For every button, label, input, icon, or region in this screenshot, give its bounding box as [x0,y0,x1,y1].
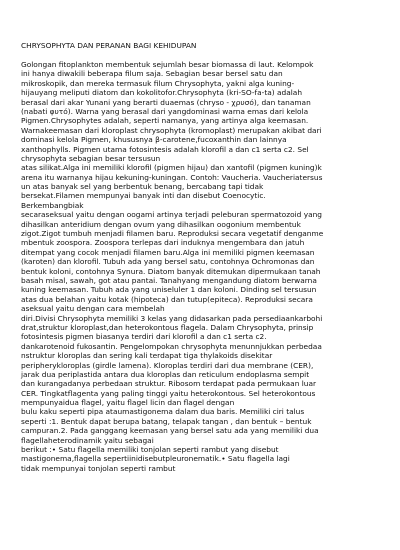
body-line: bulu kaku seperti pipa ataumastigonema dalam dua baris. Memiliki ciri talus [21,407,305,417]
body-line: Warnakeemasan dari kloroplast chrysophyta (kromoplast) merupakan akibat dari [21,125,322,135]
body-line: campuran.2. Pada ganggang keemasan yang bersel satu ada yang memiliki dua [21,426,319,436]
body-line: drat,struktur kloroplast,dan heterokontous flagela. Dalam Chrysophyta, prinsip [21,322,314,332]
body-line: seperti :1. Bentuk dapat berupa batang, telapak tangan , dan bentuk – bentuk [21,416,312,426]
body-line: jarak dua periplastida antara dua kloroplas dan reticulum endoplasma sempit [21,369,310,379]
body-line: nstruktur kloroplas dan sering kali terdapat tiga thylakoids disekitar [21,351,273,361]
body-line: basah misal, sawah, got atau pantai. Tanahyang mengandung diatom berwarna [21,275,317,285]
body-line: atas silikat.Alga ini memiliki klorofil (pigmen hijau) dan xantofil (pigmen kuning)k [21,163,322,173]
body-line: bentuk koloni, contohnya Synura. Diatom banyak ditemukan dipermukaan tanah [21,266,321,276]
body-line: bersekat.Filamen mempunyai banyak inti dan disebut Coenocytic. [21,191,266,201]
body-line: ini hanya diwakili beberapa filum saja. Sebagian besar bersel satu dan [21,69,283,79]
body-line: mbentuk zoospora. Zoospora terlepas dari induknya mengembara dan jatuh [21,238,305,248]
body-line: hijauyang meliputi diatom dan kokolitofor.Chrysophyta (kri-SO-fa-ta) adalah [21,88,303,98]
body-line: zigot.Zigot tumbuh menjadi filamen baru. Reproduksi secara vegetatif dengan​me [21,229,324,239]
body-line: dankarotenoid fukosantin. Pengelompokan chrysophyta menunnjukkan perbedaa [21,341,322,351]
body-line: ditempat yang cocok menjadi filamen baru.Alga ini memiliki pigmen keemasan [21,247,315,257]
body-line: (nabati φυτό). Warna yang berasal dari yangdominasi warna emas dari kelola [21,106,309,116]
body-line: peripheryklorop​las (girdle lamena). Kloroplas terdiri dari dua membrane (CER), [21,360,314,370]
body-line: chrysophyta sebagian besar tersusun [21,153,161,163]
body-line: aseksual yaitu dengan cara membelah [21,304,165,314]
body-line: atas dua belahan yaitu kotak (hipoteca) dan tutup(epiteca). Reproduksi secara [21,294,313,304]
body-line: mastigonema,flagella sepertiinidisebutpleuronematik.• Satu flagella lagi [21,454,290,464]
body-line: CER. Tingkatflagenta yang paling tinggi yaitu heterokontous. Sel heterokontous [21,388,316,398]
body-line: tidak mempunyai tonjolan seperti rambut [21,463,176,473]
document-body [21,60,391,473]
body-line: xanthophylls. Pigmen utama fotosintesis adalah klorofil a dan c1 serta c2. Sel [21,144,309,154]
body-line: un atas banyak sel yang berbentuk benang, bercabang tapi tidak [21,182,264,192]
body-line: fotosintesis pigmen biasanya terdiri dari klorofil a dan c1 serta c2. [21,332,267,342]
body-line: mempunyaidua flagel, yaitu flagel licin dan flagel dengan [21,398,235,408]
body-line: Berkembangbiak [21,200,84,210]
body-line: dominasi kelola Pigmen, khususnya β-carotene,fucoxanthin dan lainnya [21,135,287,145]
body-line: kuning keemasan. Tubuh ada yang uniseluler 1 dan koloni. Dinding sel tersusun [21,285,317,295]
body-line: berasal dari akar Yunani yang berarti duaemas (chryso - χρυσό), dan tanaman [21,97,311,107]
document-title: CHRYSOPHYTA DAN PERANAN BAGI KEHIDUPAN [21,41,197,50]
body-line: berikut :• Satu flagella memiliki tonjolan seperti rambut yang disebut [21,445,279,455]
body-line: arena itu warnanya hijau kekuning-kuningan. Contoh: Vaucheria. Vaucheriatersus [21,172,323,182]
body-line: dan kurangadanya perbedaan struktur. Ribosom terdapat pada permukaan luar [21,379,317,389]
body-line: flagellaheterodinamik yaitu sebagai [21,435,154,445]
body-line: secaraseksual yaitu dengan oogami artinya terjadi peleburan spermatozoid yang [21,210,322,220]
body-line: (karoten) dan klorofil. Tubuh ada yang bersel satu, contohnya Ochromonas dan [21,257,315,267]
body-line: mikroskopik, dan mereka termasuk filum Chrysophyta, yakni alga kuning- [21,78,295,88]
body-line: Pigmen.Chrysophytes adalah, seperti namanya, yang artinya alga keemasan. [21,116,309,126]
body-line: diri.Divisi Chrysophyta memiliki 3 kelas yang didasarkan pada persediaankarbohi [21,313,323,323]
body-line: dihasilkan anteridium dengan ovum yang dihasilkan oogonium membentuk [21,219,301,229]
body-line: Golongan fitoplankton membentuk sejumlah besar biomassa di laut. Kelompok [21,60,314,69]
